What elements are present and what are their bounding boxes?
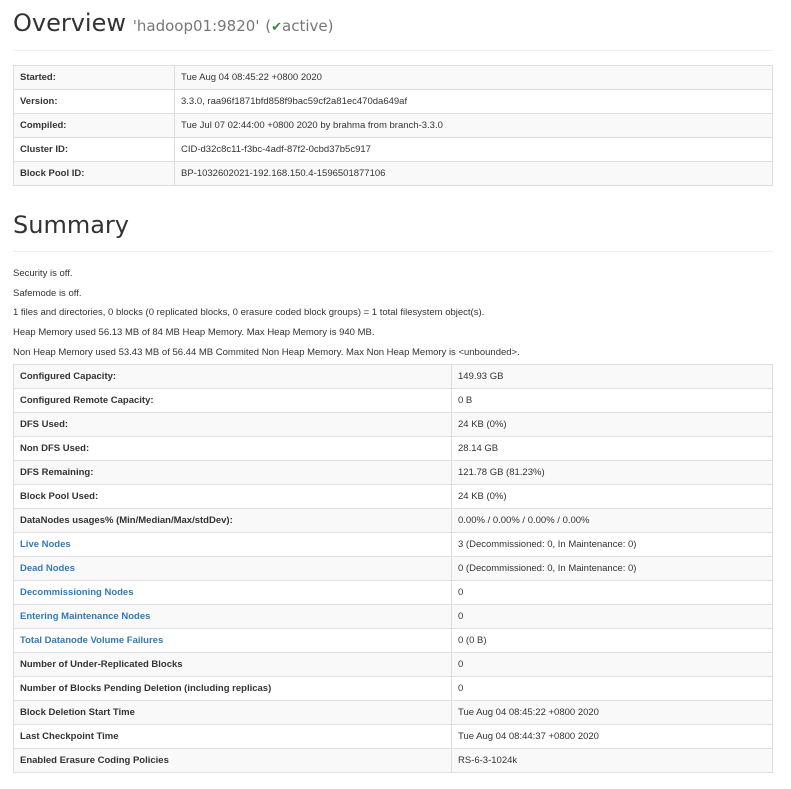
table-row bbox=[14, 653, 773, 677]
dead-nodes-value: 0 (Decommissioned: 0, In Maintenance: 0) bbox=[452, 557, 773, 581]
summary-divider bbox=[13, 251, 773, 252]
check-icon: ✔ bbox=[271, 20, 282, 35]
configured-remote-capacity-label: Configured Remote Capacity: bbox=[14, 389, 452, 413]
non-dfs-used-value: 28.14 GB bbox=[452, 437, 773, 461]
live-nodes-value: 3 (Decommissioned: 0, In Maintenance: 0) bbox=[452, 533, 773, 557]
enabled-erasure-coding-policies-label: Enabled Erasure Coding Policies bbox=[14, 749, 452, 773]
non-dfs-used-label: Non DFS Used: bbox=[14, 437, 452, 461]
block-deletion-start-time-value: Tue Aug 04 08:45:22 +0800 2020 bbox=[452, 701, 773, 725]
number-of-blocks-pending-deletion-including-replicas-label: Number of Blocks Pending Deletion (including replicas) bbox=[14, 677, 452, 701]
last-checkpoint-time-label: Last Checkpoint Time bbox=[14, 725, 452, 749]
table-row bbox=[14, 533, 773, 557]
last-checkpoint-time-value: Tue Aug 04 08:44:37 +0800 2020 bbox=[452, 725, 773, 749]
number-of-under-replicated-blocks-label: Number of Under-Replicated Blocks bbox=[14, 653, 452, 677]
version-value: 3.3.0, raa96f1871bfd858f9bac59cf2a81ec470da649af bbox=[175, 90, 773, 114]
namenode-status bbox=[265, 17, 333, 35]
table-row bbox=[14, 389, 773, 413]
heap-memory-summary: Heap Memory used 56.13 MB of 84 MB Heap Memory. Max Heap Memory is 940 MB. bbox=[13, 327, 375, 339]
dfs-remaining-value: 121.78 GB (81.23%) bbox=[452, 461, 773, 485]
entering-maintenance-nodes-link[interactable]: Entering Maintenance Nodes bbox=[20, 611, 151, 622]
safemode-status: Safemode is off. bbox=[13, 287, 82, 299]
enabled-erasure-coding-policies-value: RS-6-3-1024k bbox=[452, 749, 773, 773]
table-row bbox=[14, 581, 773, 605]
status-open-paren: ( bbox=[265, 17, 272, 35]
number-of-blocks-pending-deletion-including-replicas-value: 0 bbox=[452, 677, 773, 701]
table-row bbox=[14, 629, 773, 653]
block-pool-id-value: BP-1032602021-192.168.150.4-1596501877106 bbox=[175, 162, 773, 186]
decommissioning-nodes-label bbox=[14, 581, 452, 605]
started-value: Tue Aug 04 08:45:22 +0800 2020 bbox=[175, 66, 773, 90]
status-text: active) bbox=[282, 17, 334, 35]
non-heap-memory-summary: Non Heap Memory used 53.43 MB of 56.44 MB Commited Non Heap Memory. Max Non Heap Memory is <unbounded>. bbox=[13, 346, 520, 358]
table-row bbox=[14, 749, 773, 773]
live-nodes-link[interactable]: Live Nodes bbox=[20, 539, 71, 550]
total-datanode-volume-failures-value: 0 (0 B) bbox=[452, 629, 773, 653]
table-row bbox=[14, 365, 773, 389]
dfs-used-value: 24 KB (0%) bbox=[452, 413, 773, 437]
table-row bbox=[14, 437, 773, 461]
table-row bbox=[14, 557, 773, 581]
configured-capacity-label: Configured Capacity: bbox=[14, 365, 452, 389]
table-row bbox=[14, 413, 773, 437]
dfs-used-label: DFS Used: bbox=[14, 413, 452, 437]
configured-remote-capacity-value: 0 B bbox=[452, 389, 773, 413]
table-row bbox=[14, 605, 773, 629]
table-row bbox=[14, 509, 773, 533]
overview-title: Overview bbox=[13, 9, 126, 37]
summary-title: Summary bbox=[13, 211, 129, 239]
filesystem-objects-summary: 1 files and directories, 0 blocks (0 replicated blocks, 0 erasure coded block groups) = 1 total filesystem object(s). bbox=[13, 307, 485, 319]
total-datanode-volume-failures-link[interactable]: Total Datanode Volume Failures bbox=[20, 635, 164, 646]
table-row bbox=[14, 485, 773, 509]
table-row bbox=[14, 90, 773, 114]
datanodes-usages-min-median-max-stddev-label: DataNodes usages% (Min/Median/Max/stdDev): bbox=[14, 509, 452, 533]
live-nodes-label bbox=[14, 533, 452, 557]
block-pool-id-label: Block Pool ID: bbox=[14, 162, 175, 186]
compiled-label: Compiled: bbox=[14, 114, 175, 138]
cluster-id-value: CID-d32c8c11-f3bc-4adf-87f2-0cbd37b5c917 bbox=[175, 138, 773, 162]
dead-nodes-label bbox=[14, 557, 452, 581]
entering-maintenance-nodes-value: 0 bbox=[452, 605, 773, 629]
block-pool-used-label: Block Pool Used: bbox=[14, 485, 452, 509]
version-label: Version: bbox=[14, 90, 175, 114]
started-label: Started: bbox=[14, 66, 175, 90]
total-datanode-volume-failures-label bbox=[14, 629, 452, 653]
block-pool-used-value: 24 KB (0%) bbox=[452, 485, 773, 509]
overview-header bbox=[13, 9, 333, 43]
table-row bbox=[14, 66, 773, 90]
overview-table bbox=[13, 65, 773, 186]
cluster-id-label: Cluster ID: bbox=[14, 138, 175, 162]
table-row bbox=[14, 461, 773, 485]
entering-maintenance-nodes-label bbox=[14, 605, 452, 629]
summary-table bbox=[13, 364, 773, 773]
configured-capacity-value: 149.93 GB bbox=[452, 365, 773, 389]
compiled-value: Tue Jul 07 02:44:00 +0800 2020 by brahma from branch-3.3.0 bbox=[175, 114, 773, 138]
namenode-host: 'hadoop01:9820' bbox=[132, 17, 260, 35]
number-of-under-replicated-blocks-value: 0 bbox=[452, 653, 773, 677]
overview-divider bbox=[13, 50, 773, 51]
datanodes-usages-min-median-max-stddev-value: 0.00% / 0.00% / 0.00% / 0.00% bbox=[452, 509, 773, 533]
decommissioning-nodes-link[interactable]: Decommissioning Nodes bbox=[20, 587, 134, 598]
block-deletion-start-time-label: Block Deletion Start Time bbox=[14, 701, 452, 725]
table-row bbox=[14, 114, 773, 138]
dfs-remaining-label: DFS Remaining: bbox=[14, 461, 452, 485]
table-row bbox=[14, 725, 773, 749]
table-row bbox=[14, 138, 773, 162]
decommissioning-nodes-value: 0 bbox=[452, 581, 773, 605]
security-status: Security is off. bbox=[13, 268, 73, 279]
summary-status-lines bbox=[13, 264, 773, 362]
table-row bbox=[14, 677, 773, 701]
dead-nodes-link[interactable]: Dead Nodes bbox=[20, 563, 75, 574]
table-row bbox=[14, 701, 773, 725]
table-row bbox=[14, 162, 773, 186]
